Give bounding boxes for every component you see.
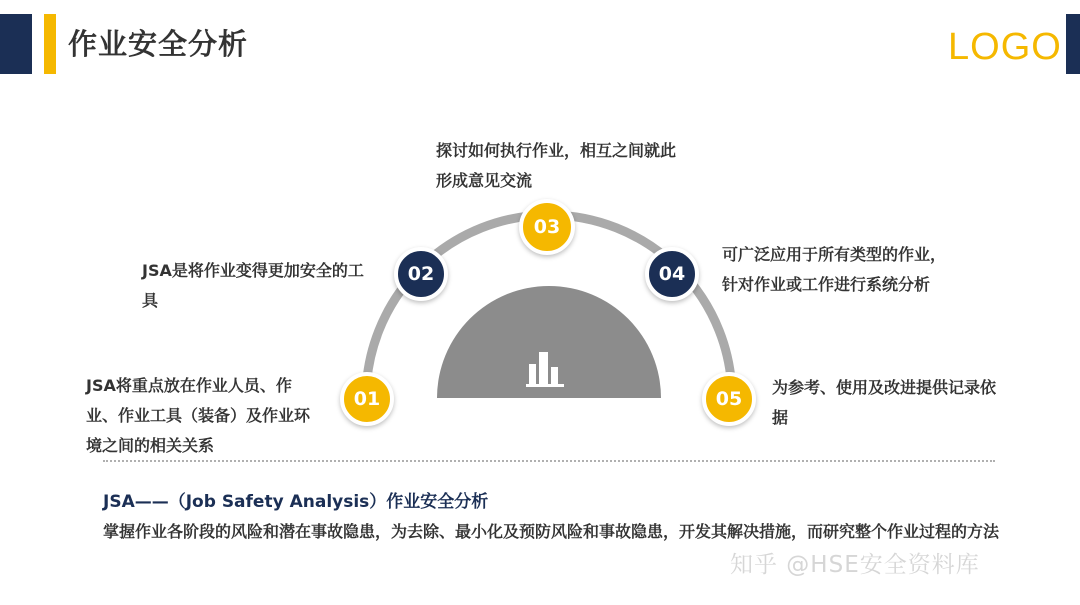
definition-body: 掌握作业各阶段的风险和潜在事故隐患，为去除、最小化及预防风险和事故隐患，开发其解决措施，而研究整个作业过程的方法 [103,522,1000,541]
center-dome [437,286,661,398]
page-title: 作业安全分析 [68,27,249,61]
step-text-01: JSA将重点放在作业人员、作业、作业工具（装备）及作业环境之间的相关关系 [86,376,311,455]
step-circle-04: 04 [645,247,699,301]
step-text-04: 可广泛应用于所有类型的作业，针对作业或工作进行系统分析 [722,245,947,294]
step-circle-03: 03 [519,199,575,255]
step-text-02: JSA是将作业变得更加安全的工具 [142,261,364,310]
dotted-divider [103,460,995,462]
definition-title: JSA——（Job Safety Analysis）作业安全分析 [103,492,489,512]
logo: LOGO [948,26,1062,68]
step-text-05: 为参考、使用及改进提供记录依据 [772,378,997,427]
step-circle-05: 05 [702,372,756,426]
watermark: 知乎 @HSE安全资料库 [730,552,980,578]
step-circle-01: 01 [340,372,394,426]
step-circle-02: 02 [394,247,448,301]
step-text-03: 探讨如何执行作业，相互之间就此形成意见交流 [436,141,677,190]
